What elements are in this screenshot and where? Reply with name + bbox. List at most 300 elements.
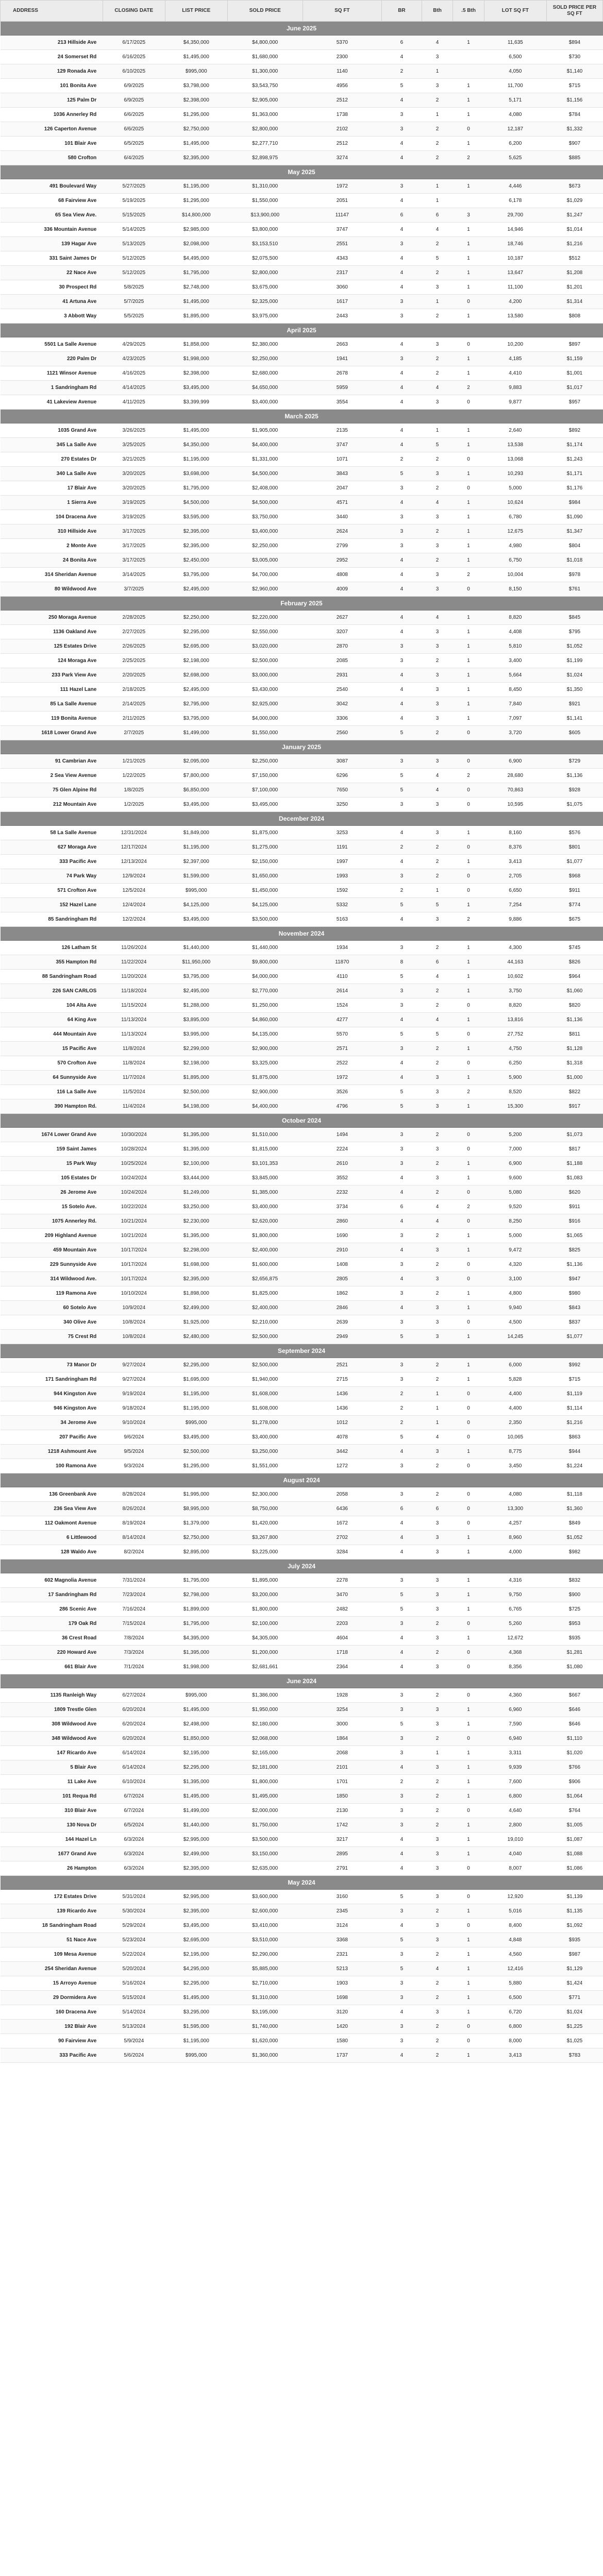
cell-list-price: $2,095,000 [165, 754, 227, 769]
cell-list-price: $995,000 [165, 884, 227, 898]
table-row [1, 869, 603, 884]
cell-bedrooms: 2 [382, 452, 422, 467]
cell-bedrooms: 3 [382, 1487, 422, 1502]
cell-sold-price: $1,550,000 [227, 726, 303, 740]
cell-baths: 6 [422, 208, 453, 223]
cell-sq-ft: 5370 [303, 36, 381, 50]
cell-lot-sq-ft: 14,245 [484, 1330, 546, 1344]
cell-price-per-sq-ft: $808 [546, 309, 602, 324]
cell-list-price: $1,858,000 [165, 337, 227, 352]
cell-half-baths: 0 [453, 1502, 484, 1516]
cell-price-per-sq-ft: $1,201 [546, 280, 602, 295]
cell-price-per-sq-ft: $620 [546, 1185, 602, 1200]
cell-sq-ft: 3060 [303, 280, 381, 295]
cell-price-per-sq-ft: $911 [546, 884, 602, 898]
cell-price-per-sq-ft: $1,139 [546, 1890, 602, 1904]
table-row [1, 1646, 603, 1660]
cell-address: 213 Hillside Ave [1, 36, 103, 50]
cell-list-price: $2,395,000 [165, 1272, 227, 1286]
cell-sq-ft: 3120 [303, 2005, 381, 2020]
table-row [1, 295, 603, 309]
cell-half-baths: 0 [453, 726, 484, 740]
cell-sold-price: $2,900,000 [227, 1085, 303, 1099]
table-row [1, 2048, 603, 2063]
month-header-row [1, 22, 603, 36]
cell-closing-date: 4/29/2025 [103, 337, 165, 352]
cell-address: 355 Hampton Rd [1, 955, 103, 970]
cell-price-per-sq-ft: $826 [546, 955, 602, 970]
cell-sq-ft: 2521 [303, 1358, 381, 1372]
cell-baths: 3 [422, 50, 453, 64]
cell-half-baths: 1 [453, 1071, 484, 1085]
cell-sq-ft: 2610 [303, 1157, 381, 1171]
cell-address: 314 Wildwood Ave. [1, 1272, 103, 1286]
cell-half-baths: 1 [453, 1818, 484, 1833]
cell-price-per-sq-ft: $911 [546, 1200, 602, 1214]
cell-list-price: $2,195,000 [165, 1746, 227, 1760]
cell-lot-sq-ft: 14,946 [484, 223, 546, 237]
cell-list-price: $1,995,000 [165, 1487, 227, 1502]
cell-lot-sq-ft: 8,450 [484, 683, 546, 697]
cell-baths: 3 [422, 1445, 453, 1459]
cell-bedrooms: 4 [382, 194, 422, 208]
cell-sold-price: $1,895,000 [227, 1573, 303, 1588]
cell-sold-price: $3,150,000 [227, 1847, 303, 1861]
cell-address: 147 Ricardo Ave [1, 1746, 103, 1760]
cell-lot-sq-ft: 5,000 [484, 1229, 546, 1243]
cell-closing-date: 3/20/2025 [103, 467, 165, 481]
cell-sq-ft: 2860 [303, 1214, 381, 1229]
cell-price-per-sq-ft: $953 [546, 1617, 602, 1631]
table-row [1, 2020, 603, 2034]
cell-lot-sq-ft: 6,800 [484, 1789, 546, 1804]
cell-closing-date: 10/17/2024 [103, 1243, 165, 1258]
cell-closing-date: 5/31/2024 [103, 1890, 165, 1904]
cell-price-per-sq-ft: $1,087 [546, 1833, 602, 1847]
cell-list-price: $3,795,000 [165, 711, 227, 726]
cell-lot-sq-ft: 2,705 [484, 869, 546, 884]
table-row [1, 1861, 603, 1876]
cell-sold-price: $3,750,000 [227, 510, 303, 524]
cell-closing-date: 6/17/2025 [103, 36, 165, 50]
cell-lot-sq-ft: 5,000 [484, 481, 546, 496]
cell-list-price: $1,495,000 [165, 295, 227, 309]
cell-sold-price: $1,800,000 [227, 1602, 303, 1617]
cell-baths: 3 [422, 826, 453, 840]
cell-closing-date: 5/14/2024 [103, 2005, 165, 2020]
cell-list-price: $2,500,000 [165, 1085, 227, 1099]
cell-sold-price: $4,860,000 [227, 1013, 303, 1027]
cell-bedrooms: 4 [382, 1185, 422, 1200]
cell-lot-sq-ft: 6,650 [484, 884, 546, 898]
cell-half-baths: 1 [453, 1531, 484, 1545]
cell-baths: 3 [422, 697, 453, 711]
cell-address: 6 Littlewood [1, 1531, 103, 1545]
cell-price-per-sq-ft: $928 [546, 783, 602, 798]
cell-list-price: $3,495,000 [165, 798, 227, 812]
cell-baths: 2 [422, 1617, 453, 1631]
cell-bedrooms: 2 [382, 1387, 422, 1401]
cell-half-baths: 1 [453, 639, 484, 654]
cell-bedrooms: 4 [382, 1760, 422, 1775]
cell-closing-date: 6/3/2024 [103, 1847, 165, 1861]
month-label: June 2024 [1, 1674, 603, 1688]
cell-half-baths: 1 [453, 1013, 484, 1027]
cell-half-baths: 0 [453, 1416, 484, 1430]
cell-bedrooms: 4 [382, 625, 422, 639]
cell-address: 26 Jerome Ave [1, 1185, 103, 1200]
cell-address: 11 Lake Ave [1, 1775, 103, 1789]
cell-price-per-sq-ft: $984 [546, 496, 602, 510]
cell-sold-price: $2,680,000 [227, 366, 303, 381]
cell-sq-ft: 1580 [303, 2034, 381, 2048]
cell-sold-price: $1,608,000 [227, 1387, 303, 1401]
cell-price-per-sq-ft: $1,129 [546, 1962, 602, 1976]
cell-sq-ft: 2135 [303, 423, 381, 438]
cell-half-baths: 1 [453, 611, 484, 625]
cell-closing-date: 6/9/2025 [103, 79, 165, 93]
cell-price-per-sq-ft: $1,005 [546, 1818, 602, 1833]
cell-baths: 4 [422, 1214, 453, 1229]
cell-closing-date: 7/23/2024 [103, 1588, 165, 1602]
cell-baths: 2 [422, 137, 453, 151]
cell-price-per-sq-ft: $1,243 [546, 452, 602, 467]
cell-address: 105 Estates Dr [1, 1171, 103, 1185]
cell-sq-ft: 3442 [303, 1445, 381, 1459]
cell-address: 51 Nace Ave [1, 1933, 103, 1947]
cell-price-per-sq-ft: $1,136 [546, 1013, 602, 1027]
cell-closing-date: 6/14/2024 [103, 1746, 165, 1760]
cell-bedrooms: 3 [382, 1286, 422, 1301]
cell-price-per-sq-ft: $1,090 [546, 510, 602, 524]
cell-bedrooms: 4 [382, 50, 422, 64]
cell-bedrooms: 3 [382, 2034, 422, 2048]
cell-baths: 3 [422, 1919, 453, 1933]
cell-closing-date: 2/7/2025 [103, 726, 165, 740]
cell-lot-sq-ft: 10,200 [484, 337, 546, 352]
cell-half-baths: 0 [453, 869, 484, 884]
cell-baths: 3 [422, 754, 453, 769]
cell-address: 125 Estates Drive [1, 639, 103, 654]
cell-bedrooms: 4 [382, 1861, 422, 1876]
cell-sold-price: $3,543,750 [227, 79, 303, 93]
cell-sq-ft: 3734 [303, 1200, 381, 1214]
cell-lot-sq-ft: 5,828 [484, 1372, 546, 1387]
table-row [1, 208, 603, 223]
cell-sold-price: $2,800,000 [227, 122, 303, 137]
cell-half-baths: 0 [453, 295, 484, 309]
cell-half-baths: 1 [453, 1243, 484, 1258]
cell-address: 1677 Grand Ave [1, 1847, 103, 1861]
cell-price-per-sq-ft: $1,216 [546, 237, 602, 251]
cell-bedrooms: 4 [382, 553, 422, 568]
cell-closing-date: 11/13/2024 [103, 1027, 165, 1042]
cell-bedrooms: 4 [382, 826, 422, 840]
cell-sq-ft: 2791 [303, 1861, 381, 1876]
cell-lot-sq-ft: 7,097 [484, 711, 546, 726]
cell-half-baths: 0 [453, 754, 484, 769]
cell-baths: 2 [422, 1157, 453, 1171]
cell-lot-sq-ft: 8,820 [484, 611, 546, 625]
cell-address: 15 Park Way [1, 1157, 103, 1171]
cell-bedrooms: 3 [382, 1128, 422, 1142]
cell-baths: 1 [422, 295, 453, 309]
cell-half-baths: 1 [453, 1358, 484, 1372]
cell-price-per-sq-ft: $1,052 [546, 1531, 602, 1545]
cell-address: 340 Olive Ave [1, 1315, 103, 1330]
cell-baths: 2 [422, 237, 453, 251]
cell-sold-price: $2,620,000 [227, 1214, 303, 1229]
cell-list-price: $1,295,000 [165, 108, 227, 122]
cell-bedrooms: 4 [382, 1833, 422, 1847]
cell-closing-date: 12/2/2024 [103, 912, 165, 927]
cell-sold-price: $1,363,000 [227, 108, 303, 122]
cell-baths: 2 [422, 1258, 453, 1272]
cell-address: 15 Pacific Ave [1, 1042, 103, 1056]
cell-closing-date: 6/6/2025 [103, 122, 165, 137]
cell-bedrooms: 3 [382, 1372, 422, 1387]
cell-bedrooms: 2 [382, 64, 422, 79]
cell-sq-ft: 2101 [303, 1760, 381, 1775]
cell-bedrooms: 3 [382, 309, 422, 324]
cell-lot-sq-ft: 3,100 [484, 1272, 546, 1286]
cell-lot-sq-ft: 9,750 [484, 1588, 546, 1602]
cell-address: 310 Hillside Ave [1, 524, 103, 539]
cell-list-price: $2,395,000 [165, 1861, 227, 1876]
cell-bedrooms: 4 [382, 2005, 422, 2020]
cell-price-per-sq-ft: $1,114 [546, 1401, 602, 1416]
table-row [1, 1962, 603, 1976]
cell-sold-price: $2,681,661 [227, 1660, 303, 1674]
cell-closing-date: 3/19/2025 [103, 496, 165, 510]
cell-price-per-sq-ft: $935 [546, 1933, 602, 1947]
cell-closing-date: 3/21/2025 [103, 452, 165, 467]
cell-half-baths: 0 [453, 1214, 484, 1229]
cell-half-baths: 1 [453, 1042, 484, 1056]
cell-closing-date: 3/20/2025 [103, 481, 165, 496]
cell-closing-date: 5/12/2025 [103, 266, 165, 280]
cell-price-per-sq-ft: $825 [546, 1243, 602, 1258]
cell-price-per-sq-ft: $675 [546, 912, 602, 927]
cell-sq-ft: 1864 [303, 1732, 381, 1746]
cell-price-per-sq-ft: $667 [546, 1688, 602, 1703]
cell-list-price: $2,748,000 [165, 280, 227, 295]
cell-price-per-sq-ft: $992 [546, 1358, 602, 1372]
cell-sq-ft: 2895 [303, 1847, 381, 1861]
cell-baths: 2 [422, 1789, 453, 1804]
month-label: December 2024 [1, 812, 603, 826]
cell-price-per-sq-ft: $947 [546, 1272, 602, 1286]
table-row [1, 1847, 603, 1861]
cell-price-per-sq-ft: $1,347 [546, 524, 602, 539]
table-row [1, 553, 603, 568]
cell-list-price: $2,495,000 [165, 984, 227, 998]
cell-address: 1135 Ranleigh Way [1, 1688, 103, 1703]
cell-list-price: $1,395,000 [165, 1229, 227, 1243]
cell-price-per-sq-ft: $1,140 [546, 64, 602, 79]
table-row [1, 668, 603, 683]
cell-baths: 2 [422, 1128, 453, 1142]
cell-address: 1809 Trestle Glen [1, 1703, 103, 1717]
cell-half-baths: 1 [453, 496, 484, 510]
cell-sq-ft: 3554 [303, 395, 381, 410]
cell-address: 5501 La Salle Avenue [1, 337, 103, 352]
cell-lot-sq-ft: 10,004 [484, 568, 546, 582]
cell-sq-ft: 2678 [303, 366, 381, 381]
table-row [1, 941, 603, 955]
cell-list-price: $2,499,000 [165, 1847, 227, 1861]
table-row [1, 1200, 603, 1214]
cell-sq-ft: 1272 [303, 1459, 381, 1473]
table-row [1, 998, 603, 1013]
cell-baths: 2 [422, 122, 453, 137]
cell-baths: 4 [422, 1200, 453, 1214]
cell-sold-price: $3,510,000 [227, 1933, 303, 1947]
cell-sq-ft: 2085 [303, 654, 381, 668]
cell-list-price: $995,000 [165, 64, 227, 79]
cell-address: 333 Pacific Ave [1, 2048, 103, 2063]
cell-half-baths: 1 [453, 1947, 484, 1962]
cell-sold-price: $1,300,000 [227, 64, 303, 79]
table-row [1, 280, 603, 295]
table-row [1, 352, 603, 366]
cell-lot-sq-ft: 6,000 [484, 1358, 546, 1372]
cell-lot-sq-ft: 11,635 [484, 36, 546, 50]
cell-baths: 4 [422, 769, 453, 783]
cell-bedrooms: 3 [382, 941, 422, 955]
cell-sq-ft: 4009 [303, 582, 381, 597]
cell-address: 944 Kingston Ave [1, 1387, 103, 1401]
cell-bedrooms: 5 [382, 769, 422, 783]
cell-half-baths: 1 [453, 423, 484, 438]
cell-sold-price: $1,940,000 [227, 1372, 303, 1387]
cell-sold-price: $2,075,500 [227, 251, 303, 266]
cell-sq-ft: 1436 [303, 1401, 381, 1416]
cell-price-per-sq-ft: $906 [546, 1775, 602, 1789]
cell-price-per-sq-ft: $1,077 [546, 1330, 602, 1344]
cell-half-baths: 0 [453, 1919, 484, 1933]
cell-baths: 2 [422, 93, 453, 108]
cell-address: 90 Fairview Ave [1, 2034, 103, 2048]
cell-baths: 2 [422, 1775, 453, 1789]
cell-bedrooms: 3 [382, 1904, 422, 1919]
cell-half-baths: 1 [453, 941, 484, 955]
cell-bedrooms: 3 [382, 122, 422, 137]
cell-list-price: $4,125,000 [165, 898, 227, 912]
cell-bedrooms: 4 [382, 683, 422, 697]
cell-address: 41 Artuna Ave [1, 295, 103, 309]
cell-bedrooms: 8 [382, 955, 422, 970]
cell-half-baths: 0 [453, 884, 484, 898]
cell-closing-date: 6/7/2024 [103, 1804, 165, 1818]
cell-list-price: $1,795,000 [165, 266, 227, 280]
table-row [1, 1789, 603, 1804]
table-row [1, 1372, 603, 1387]
cell-bedrooms: 4 [382, 366, 422, 381]
cell-sq-ft: 2522 [303, 1056, 381, 1071]
cell-baths: 3 [422, 1171, 453, 1185]
cell-address: 250 Moraga Avenue [1, 611, 103, 625]
cell-price-per-sq-ft: $804 [546, 539, 602, 553]
cell-lot-sq-ft: 29,700 [484, 208, 546, 223]
cell-address: 236 Sea View Ave [1, 1502, 103, 1516]
cell-bedrooms: 5 [382, 1430, 422, 1445]
cell-half-baths: 1 [453, 1717, 484, 1732]
cell-half-baths: 0 [453, 1516, 484, 1531]
cell-baths: 2 [422, 654, 453, 668]
cell-closing-date: 6/3/2024 [103, 1833, 165, 1847]
table-row [1, 1516, 603, 1531]
cell-baths: 4 [422, 970, 453, 984]
cell-sold-price: $3,200,000 [227, 1588, 303, 1602]
cell-half-baths: 1 [453, 137, 484, 151]
cell-half-baths: 1 [453, 510, 484, 524]
cell-closing-date: 10/21/2024 [103, 1214, 165, 1229]
table-row [1, 1760, 603, 1775]
cell-price-per-sq-ft: $761 [546, 582, 602, 597]
table-row [1, 654, 603, 668]
cell-price-per-sq-ft: $1,064 [546, 1789, 602, 1804]
cell-half-baths: 1 [453, 1157, 484, 1171]
cell-lot-sq-ft: 4,400 [484, 1387, 546, 1401]
cell-list-price: $4,395,000 [165, 1631, 227, 1646]
cell-baths: 2 [422, 1487, 453, 1502]
cell-half-baths: 0 [453, 395, 484, 410]
cell-list-price: $2,295,000 [165, 625, 227, 639]
cell-list-price: $1,495,000 [165, 423, 227, 438]
cell-address: 390 Hampton Rd. [1, 1099, 103, 1114]
cell-half-baths: 0 [453, 783, 484, 798]
cell-closing-date: 11/13/2024 [103, 1013, 165, 1027]
cell-lot-sq-ft: 7,590 [484, 1717, 546, 1732]
cell-bedrooms: 3 [382, 1746, 422, 1760]
table-row [1, 1818, 603, 1833]
cell-half-baths: 0 [453, 1142, 484, 1157]
cell-price-per-sq-ft: $1,360 [546, 1502, 602, 1516]
cell-bedrooms: 5 [382, 1962, 422, 1976]
cell-address: 1 Sierra Ave [1, 496, 103, 510]
cell-sq-ft: 1903 [303, 1976, 381, 1991]
cell-half-baths: 1 [453, 79, 484, 93]
table-row [1, 452, 603, 467]
cell-sold-price: $3,005,000 [227, 553, 303, 568]
table-row [1, 1258, 603, 1272]
cell-half-baths: 1 [453, 898, 484, 912]
cell-lot-sq-ft: 4,368 [484, 1646, 546, 1660]
cell-bedrooms: 4 [382, 381, 422, 395]
cell-baths: 2 [422, 1286, 453, 1301]
cell-bedrooms: 4 [382, 582, 422, 597]
cell-sq-ft: 3042 [303, 697, 381, 711]
cell-closing-date: 10/21/2024 [103, 1229, 165, 1243]
cell-address: 571 Crofton Ave [1, 884, 103, 898]
cell-sold-price: $4,400,000 [227, 438, 303, 452]
cell-baths: 5 [422, 898, 453, 912]
cell-address: 172 Estates Drive [1, 1890, 103, 1904]
table-row [1, 711, 603, 726]
table-row [1, 1890, 603, 1904]
table-row [1, 467, 603, 481]
cell-list-price: $3,444,000 [165, 1171, 227, 1185]
cell-address: 68 Fairview Ave [1, 194, 103, 208]
cell-baths: 3 [422, 798, 453, 812]
cell-half-baths: 0 [453, 1459, 484, 1473]
cell-list-price: $2,995,000 [165, 1833, 227, 1847]
cell-price-per-sq-ft: $1,332 [546, 122, 602, 137]
cell-list-price: $2,298,000 [165, 1243, 227, 1258]
cell-bedrooms: 2 [382, 1401, 422, 1416]
cell-sq-ft: 2952 [303, 553, 381, 568]
